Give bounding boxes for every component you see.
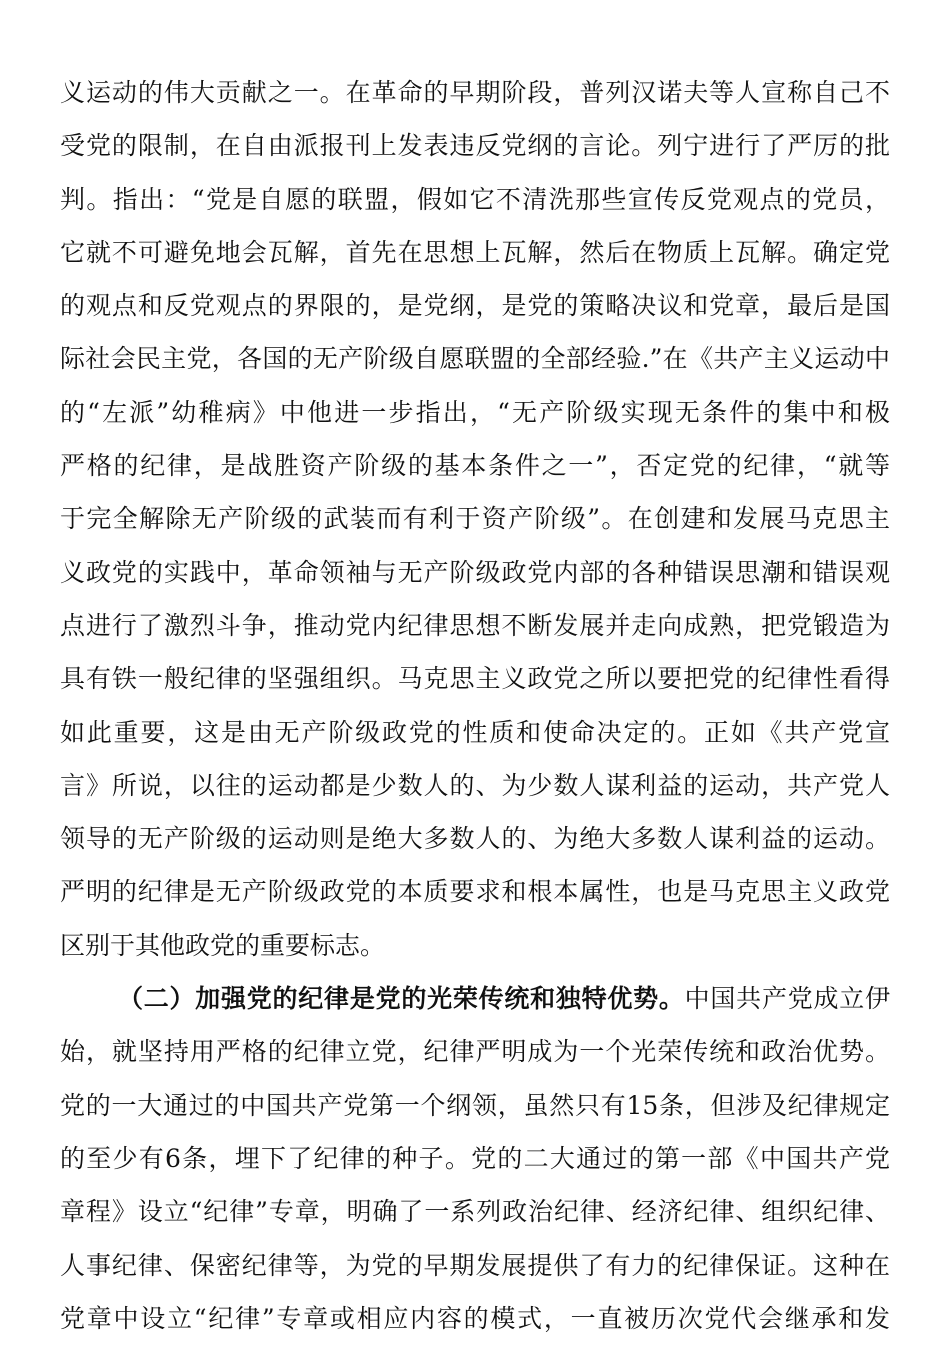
paragraph-2 — [60, 972, 890, 1345]
text-line: 的至少有6条，埋下了纪律的种子。党的二大通过的第一部《中国共产党 — [60, 1143, 890, 1173]
text-line: 如此重要，这是由无产阶级政党的性质和使命决定的。正如《共产党宣 — [60, 717, 890, 747]
text-line: 章程》设立“纪律”专章，明确了一系列政治纪律、经济纪律、组织纪律、 — [60, 1197, 890, 1227]
text-line: 际社会民主党，各国的无产阶级自愿联盟的全部经验.”在《共产主义运动中 — [60, 344, 890, 374]
text-line: 党的一大通过的中国共产党第一个纲领，虽然只有15条，但涉及纪律规定 — [60, 1090, 890, 1120]
text-line: 判。指出：“党是自愿的联盟，假如它不清洗那些宣传反党观点的党员， — [60, 184, 890, 214]
text-line: 领导的无产阶级的运动则是绝大多数人的、为绝大多数人谋利益的运动。 — [60, 824, 890, 854]
heading-continuation: 中国共产党成立伊 — [684, 984, 890, 1014]
text-line: 义政党的实践中，革命领袖与无产阶级政党内部的各种错误思潮和错误观 — [60, 557, 890, 587]
text-line: 始，就坚持用严格的纪律立党，纪律严明成为一个光荣传统和政治优势。 — [60, 1037, 890, 1067]
text-line: 点进行了激烈斗争，推动党内纪律思想不断发展并走向成熟，把党锻造为 — [60, 610, 890, 640]
text-line: 严格的纪律，是战胜资产阶级的基本条件之一”，否定党的纪律，“就等 — [60, 451, 890, 481]
text-line: 的观点和反党观点的界限的，是党纲，是党的策略决议和党章，最后是国 — [60, 291, 890, 321]
text-line: 人事纪律、保密纪律等，为党的早期发展提供了有力的纪律保证。这种在 — [60, 1250, 890, 1280]
document-page — [60, 66, 890, 1345]
text-line: 区别于其他政党的重要标志。 — [60, 930, 386, 960]
text-line: 它就不可避免地会瓦解，首先在思想上瓦解，然后在物质上瓦解。确定党 — [60, 237, 890, 267]
text-line: 严明的纪律是无产阶级政党的本质要求和根本属性，也是马克思主义政党 — [60, 877, 890, 907]
text-line: 义运动的伟大贡献之一。在革命的早期阶段，普列汉诺夫等人宣称自己不 — [60, 78, 890, 107]
text-line: 的“左派”幼稚病》中他进一步指出，“无产阶级实现无条件的集中和极 — [60, 397, 890, 427]
section-heading: （二）加强党的纪律是党的光荣传统和独特优势。 — [118, 984, 685, 1014]
paragraph-1 — [60, 66, 890, 972]
text-line: 于完全解除无产阶级的武装而有利于资产阶级”。在创建和发展马克思主 — [60, 504, 890, 534]
text-line: 党章中设立“纪律”专章或相应内容的模式，一直被历次党代会继承和发 — [60, 1303, 890, 1333]
text-line — [60, 972, 890, 1025]
text-line: 具有铁一般纪律的坚强组织。马克思主义政党之所以要把党的纪律性看得 — [60, 664, 890, 694]
text-line: 受党的限制，在自由派报刊上发表违反党纲的言论。列宁进行了严厉的批 — [60, 131, 890, 161]
text-line: 言》所说，以往的运动都是少数人的、为少数人谋利益的运动，共产党人 — [60, 770, 890, 800]
